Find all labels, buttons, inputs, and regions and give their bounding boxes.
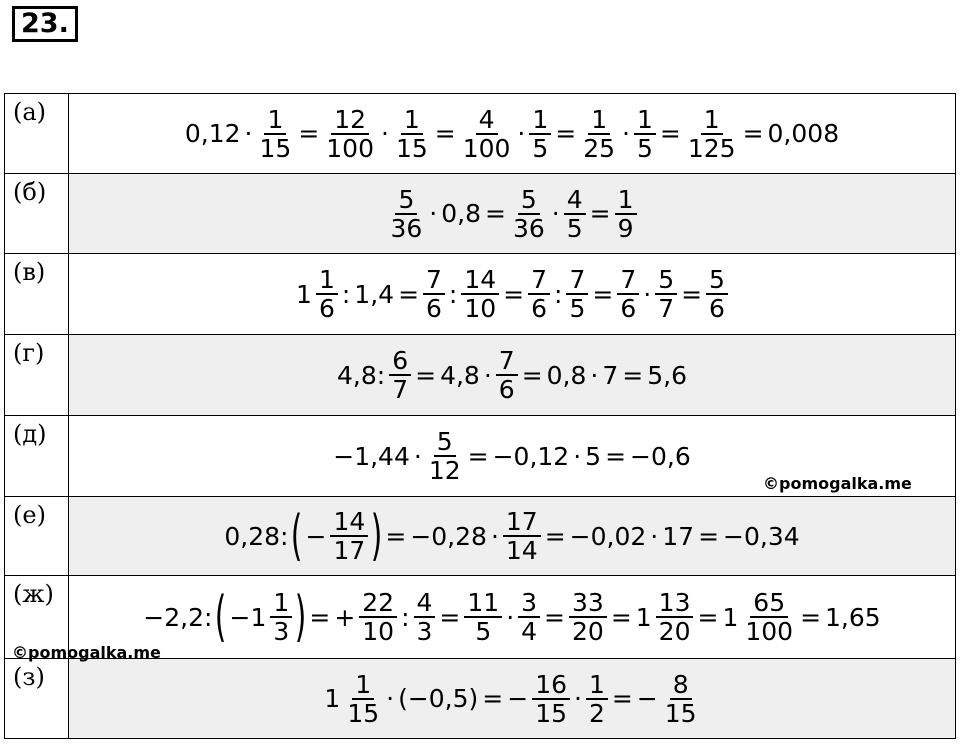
fraction <box>528 266 550 322</box>
fraction <box>316 266 338 322</box>
fraction <box>564 186 586 242</box>
math-token: − <box>507 684 529 713</box>
math-token: · <box>429 199 438 228</box>
math-token: = <box>659 119 681 148</box>
row-label: (б) <box>5 174 69 254</box>
fraction-numerator: 1 <box>316 266 338 295</box>
fraction-numerator: 1 <box>615 186 637 215</box>
math-token: 0,28: <box>224 521 289 551</box>
math-token: = <box>698 521 720 551</box>
fraction <box>426 428 464 484</box>
math-expression <box>141 585 882 648</box>
row-expression <box>69 576 956 659</box>
fraction-numerator: 65 <box>750 589 788 618</box>
math-token: = <box>592 279 614 309</box>
math-token: · <box>590 360 599 390</box>
fraction-numerator: 22 <box>359 589 397 618</box>
math-token: · <box>643 279 652 309</box>
fraction-denominator: 7 <box>658 294 675 323</box>
row-label: (в) <box>5 254 69 335</box>
math-token: = <box>309 602 331 632</box>
parenthesis: ( <box>215 585 227 648</box>
math-expression <box>322 671 701 727</box>
math-token: = <box>485 199 506 228</box>
fraction-numerator: 17 <box>503 508 541 537</box>
fraction <box>359 589 397 645</box>
math-token: · <box>573 441 582 471</box>
fraction-numerator: 7 <box>617 266 639 295</box>
fraction <box>414 589 436 645</box>
math-token: = <box>544 602 565 632</box>
math-token: 5,6 <box>647 360 687 390</box>
fraction-numerator: 1 <box>529 106 551 135</box>
fraction-numerator: 5 <box>706 266 728 295</box>
fraction <box>393 106 431 162</box>
fraction-denominator: 15 <box>664 698 697 728</box>
fraction-numerator: 4 <box>564 186 586 215</box>
row-label: (е) <box>5 497 69 576</box>
math-token: (−0,5) <box>398 684 479 713</box>
fraction-numerator: 11 <box>464 589 502 618</box>
fraction-denominator: 9 <box>617 213 634 243</box>
fraction-numerator: 5 <box>434 428 456 457</box>
fraction-numerator: 7 <box>566 266 588 295</box>
watermark-2: ©pomogalka.me <box>12 643 161 662</box>
row-expression <box>69 497 956 576</box>
math-token: = <box>555 119 577 148</box>
math-token: = <box>697 602 719 632</box>
math-token: = <box>434 119 456 148</box>
math-token: · <box>517 119 526 148</box>
fraction-numerator: 14 <box>330 508 368 537</box>
math-token: · <box>413 441 422 471</box>
fraction <box>387 186 425 242</box>
fraction-numerator: 12 <box>331 106 369 135</box>
row-expression <box>69 335 956 416</box>
fraction <box>464 589 502 645</box>
fraction-numerator: 7 <box>496 347 518 376</box>
fraction-numerator: 6 <box>389 347 411 376</box>
fraction-numerator: 33 <box>569 589 607 618</box>
math-token: −0,28 <box>410 521 487 551</box>
math-token: · <box>574 684 582 713</box>
math-token: 7 <box>602 360 619 390</box>
solution-row <box>5 94 956 174</box>
math-token: −0,6 <box>630 441 691 471</box>
fraction <box>423 266 445 322</box>
fraction-numerator: 1 <box>634 106 656 135</box>
math-token: · <box>650 521 659 551</box>
fraction-denominator: 100 <box>745 617 794 646</box>
math-token: −0,12 <box>492 441 570 471</box>
fraction <box>685 106 739 162</box>
math-token: · <box>506 602 515 632</box>
fraction-numerator: 1 <box>401 106 423 135</box>
fraction <box>461 266 499 322</box>
math-token: 1,65 <box>825 602 881 632</box>
math-token: −0,34 <box>723 521 800 551</box>
fraction <box>344 671 382 727</box>
fraction <box>503 508 541 564</box>
fraction-denominator: 7 <box>392 375 409 404</box>
parenthesis: ) <box>371 504 383 567</box>
solution-row <box>5 254 956 335</box>
math-token: : <box>401 602 410 632</box>
fraction-denominator: 125 <box>687 133 736 163</box>
row-expression <box>69 254 956 335</box>
row-expression <box>69 659 956 739</box>
row-expression <box>69 174 956 254</box>
fraction-numerator: 1 <box>270 589 292 618</box>
math-token: · <box>483 360 492 390</box>
fraction <box>518 589 540 645</box>
fraction-denominator: 3 <box>273 617 290 646</box>
fraction-denominator: 36 <box>512 213 545 243</box>
math-token: = <box>467 441 489 471</box>
fraction <box>617 266 639 322</box>
math-token: = <box>681 279 703 309</box>
math-token: 4,8 <box>440 360 480 390</box>
math-token: 0,8 <box>441 199 482 228</box>
row-label: (д) <box>5 416 69 497</box>
row-label: (г) <box>5 335 69 416</box>
fraction <box>656 589 694 645</box>
fraction-denominator: 2 <box>588 698 605 728</box>
fraction <box>706 266 728 322</box>
fraction-denominator: 15 <box>535 698 568 728</box>
fraction <box>270 589 292 645</box>
math-token: − <box>636 684 658 713</box>
fraction-numerator: 5 <box>655 266 677 295</box>
fraction-denominator: 10 <box>464 294 497 323</box>
math-token: 1 <box>722 602 739 632</box>
fraction <box>510 186 548 242</box>
math-token: = <box>398 279 420 309</box>
math-token: − <box>305 521 327 551</box>
fraction-denominator: 5 <box>475 617 492 646</box>
fraction-denominator: 4 <box>521 617 538 646</box>
math-token: · <box>622 119 630 148</box>
row-label: (з) <box>5 659 69 739</box>
math-token: = <box>482 684 504 713</box>
math-token: −2,2: <box>143 602 213 632</box>
fraction-denominator: 12 <box>428 456 461 485</box>
solution-row <box>5 659 956 739</box>
math-token: = <box>610 602 632 632</box>
math-token: = <box>589 199 611 228</box>
math-token: 1,4 <box>354 279 395 309</box>
fraction-numerator: 14 <box>461 266 499 295</box>
math-token: : <box>341 279 351 309</box>
fraction-numerator: 1 <box>588 106 610 135</box>
fraction <box>257 106 295 162</box>
fraction-numerator: 16 <box>532 671 570 700</box>
math-token: · <box>380 119 389 148</box>
parenthesis: ) <box>295 585 307 648</box>
fraction <box>496 347 518 403</box>
solution-row <box>5 174 956 254</box>
fraction-denominator: 6 <box>426 294 442 323</box>
row-label: (ж) <box>5 576 69 659</box>
math-token: = <box>503 279 525 309</box>
fraction-numerator: 5 <box>395 186 417 215</box>
math-expression <box>331 428 693 484</box>
math-expression <box>183 106 841 162</box>
fraction <box>569 589 607 645</box>
fraction-denominator: 20 <box>658 617 691 646</box>
math-token: · <box>551 199 560 228</box>
fraction-numerator: 1 <box>586 671 608 700</box>
fraction-numerator: 4 <box>476 106 498 135</box>
fraction <box>330 508 368 564</box>
fraction-denominator: 25 <box>583 133 616 163</box>
fraction-numerator: 7 <box>423 266 445 295</box>
math-token: = <box>385 521 407 551</box>
math-expression <box>385 186 638 242</box>
fraction-numerator: 1 <box>264 106 286 135</box>
math-token: · <box>386 684 395 713</box>
math-token: 0,12 <box>184 119 241 148</box>
math-token: 0,008 <box>767 119 840 148</box>
math-token: = <box>622 360 644 390</box>
fraction-denominator: 100 <box>462 133 511 163</box>
fraction-denominator: 15 <box>347 698 380 728</box>
math-token: : <box>448 279 458 309</box>
math-token: 4,8: <box>337 360 386 390</box>
fraction <box>742 589 796 645</box>
fraction-denominator: 3 <box>416 617 433 646</box>
parenthesis: ( <box>291 504 303 567</box>
math-token: = <box>742 119 764 148</box>
math-token: = <box>521 360 543 390</box>
fraction <box>634 106 656 162</box>
math-token: −1,44 <box>333 441 410 471</box>
math-token: −1 <box>229 602 267 632</box>
math-token: = <box>298 119 320 148</box>
math-token: : <box>554 279 563 309</box>
math-token: 1 <box>635 602 652 632</box>
fraction <box>566 266 588 322</box>
math-token: = <box>544 521 566 551</box>
fraction <box>323 106 377 162</box>
fraction-numerator: 7 <box>528 266 550 295</box>
watermark-1: ©pomogalka.me <box>763 474 912 493</box>
math-token: 1 <box>296 279 312 309</box>
fraction-denominator: 5 <box>569 294 586 323</box>
fraction <box>615 186 637 242</box>
fraction-numerator: 13 <box>656 589 694 618</box>
math-token: 17 <box>662 521 695 551</box>
fraction-denominator: 14 <box>505 536 538 565</box>
fraction-numerator: 4 <box>414 589 436 618</box>
fraction-denominator: 6 <box>531 294 548 323</box>
math-token: 0,8 <box>546 360 587 390</box>
fraction <box>460 106 514 162</box>
fraction-denominator: 10 <box>362 617 395 646</box>
solution-row <box>5 497 956 576</box>
fraction <box>586 671 608 727</box>
math-token: 1 <box>324 684 341 713</box>
fraction-denominator: 36 <box>390 213 423 243</box>
math-expression <box>335 347 689 403</box>
math-token: = <box>605 441 627 471</box>
fraction <box>662 671 700 727</box>
fraction <box>532 671 570 727</box>
math-expression <box>222 504 801 567</box>
solution-row <box>5 335 956 416</box>
fraction-denominator: 6 <box>498 375 515 404</box>
fraction-numerator: 5 <box>518 186 540 215</box>
math-token: · <box>244 119 253 148</box>
math-token: −0,02 <box>569 521 647 551</box>
row-label: (а) <box>5 94 69 174</box>
fraction-denominator: 17 <box>333 536 366 565</box>
math-token: = <box>439 602 461 632</box>
math-token: = <box>800 602 822 632</box>
row-expression <box>69 94 956 174</box>
fraction-numerator: 8 <box>670 671 692 700</box>
fraction <box>580 106 618 162</box>
math-token: + <box>334 602 356 632</box>
fraction <box>655 266 677 322</box>
fraction-numerator: 3 <box>518 589 540 618</box>
fraction-denominator: 6 <box>620 294 637 323</box>
fraction-denominator: 15 <box>259 133 292 163</box>
fraction-denominator: 6 <box>709 294 725 323</box>
fraction-denominator: 15 <box>395 133 428 163</box>
fraction-numerator: 1 <box>701 106 723 135</box>
math-token: · <box>490 521 499 551</box>
fraction-denominator: 5 <box>637 133 653 163</box>
task-number: 23. <box>12 6 78 42</box>
fraction-denominator: 100 <box>326 133 374 163</box>
math-token: = <box>611 684 633 713</box>
fraction-denominator: 5 <box>532 133 549 163</box>
math-token: 5 <box>585 441 602 471</box>
fraction <box>529 106 551 162</box>
math-expression <box>294 266 730 322</box>
fraction-denominator: 5 <box>566 213 583 243</box>
fraction-denominator: 6 <box>318 294 335 323</box>
fraction <box>389 347 411 403</box>
fraction-numerator: 1 <box>352 671 374 700</box>
fraction-denominator: 20 <box>572 617 604 646</box>
math-token: = <box>415 360 437 390</box>
